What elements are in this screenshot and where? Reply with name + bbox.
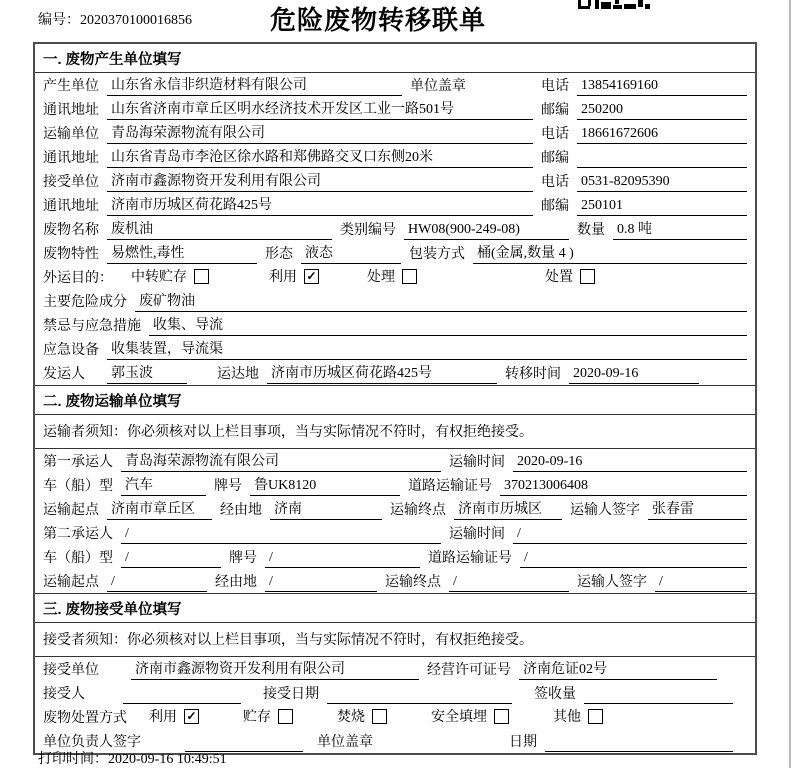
disposal-incineration-checkbox[interactable] <box>337 706 387 728</box>
category-code-label: 类别编号 <box>340 223 396 238</box>
disposal-storage-checkbox-box <box>278 709 293 724</box>
transporter-section-row <box>35 497 755 521</box>
transport-time-2-label: 运输时间 <box>449 527 505 542</box>
destination-field-text: 济南市历城区荷花路425号 <box>271 366 432 381</box>
producer-section-row <box>35 97 755 121</box>
transport-end-1-label: 运输终点 <box>390 503 446 518</box>
transport-phone-label: 电话 <box>541 127 569 142</box>
producer-unit-label: 产生单位 <box>43 79 99 94</box>
producer-section-row <box>35 169 755 193</box>
plate-number-1-field-text: 鲁UK8120 <box>254 478 317 493</box>
transport-origin-2-label: 运输起点 <box>43 575 99 590</box>
transport-end-2-field-text: / <box>453 574 457 589</box>
consignor-label: 发运人 <box>43 367 85 382</box>
vehicle-type-2-field-text: / <box>125 550 129 565</box>
transporter-section-row <box>35 473 755 497</box>
transport-address-label: 通讯地址 <box>43 151 99 166</box>
transporter-signature-2-label: 运输人签字 <box>577 575 647 590</box>
waste-name-label: 废物名称 <box>43 223 99 238</box>
form-state-field[interactable] <box>301 244 401 264</box>
quantity-label: 数量 <box>577 223 605 238</box>
main-hazard-component-label: 主要危险成分 <box>43 295 127 310</box>
date-label: 日期 <box>509 735 537 750</box>
packing-method-field-text: 桶(金属,数量 4 ) <box>477 246 574 261</box>
taboo-emergency-measures-label: 禁忌与应急措施 <box>43 319 141 334</box>
vehicle-type-1-field[interactable] <box>121 476 206 496</box>
transport-time-2-field[interactable] <box>513 524 747 544</box>
plate-number-1-field[interactable] <box>250 476 400 496</box>
transporter-signature-2-field[interactable] <box>655 572 747 592</box>
quantity-field[interactable] <box>613 220 747 240</box>
producer-section-row <box>35 289 755 313</box>
plate-number-2-field-text: / <box>269 550 273 565</box>
road-transport-cert-2-field[interactable] <box>520 548 747 568</box>
first-carrier-label: 第一承运人 <box>43 455 113 470</box>
unit-head-signature-label: 单位负责人签字 <box>43 735 141 750</box>
purpose-disposal-checkbox-label: 处置 <box>545 270 573 285</box>
transporter-section-header <box>35 385 755 415</box>
transport-unit-field-text: 青岛海荣源物流有限公司 <box>111 126 265 141</box>
receiving-unit-field-text: 济南市鑫源物资开发利用有限公司 <box>135 662 345 677</box>
print-time <box>38 748 227 768</box>
via-place-2-field-text: / <box>269 574 273 589</box>
receiver-unit-label: 接受单位 <box>43 175 99 190</box>
purpose-use-checkbox-label: 利用 <box>269 270 297 285</box>
disposal-incineration-checkbox-box <box>372 709 387 724</box>
purpose-disposal-checkbox[interactable] <box>545 266 595 288</box>
disposal-other-checkbox-label: 其他 <box>553 710 581 725</box>
receiver-postcode-field-text: 250101 <box>581 198 623 213</box>
producer-unit-field[interactable] <box>107 76 402 96</box>
second-carrier-field-text: / <box>125 526 129 541</box>
producer-phone-field[interactable] <box>577 76 747 96</box>
disposal-use-checkbox[interactable] <box>149 706 199 728</box>
transfer-date-label: 转移时间 <box>505 367 561 382</box>
vehicle-type-2-field[interactable] <box>121 548 221 568</box>
waste-name-field[interactable] <box>107 220 332 240</box>
print-time-label: 打印时间： <box>38 752 108 767</box>
producer-address-field-text: 山东省济南市章丘区明水经济技术开发区工业一路501号 <box>111 102 454 117</box>
transport-origin-1-field-text: 济南市章丘区 <box>111 502 195 517</box>
receiver-person-label: 接受人 <box>43 687 85 702</box>
emergency-equipment-field[interactable] <box>107 340 747 360</box>
print-time-value: 2020-09-16 10:49:51 <box>108 752 227 767</box>
disposal-storage-checkbox-label: 贮存 <box>243 710 271 725</box>
business-license-field[interactable] <box>519 660 717 680</box>
receiving-unit-label: 接受单位 <box>43 663 99 678</box>
transporter-signature-1-field[interactable] <box>648 500 747 520</box>
received-quantity-label: 签收量 <box>534 687 576 702</box>
taboo-emergency-measures-field[interactable] <box>149 316 747 336</box>
transport-phone-field[interactable] <box>577 124 747 144</box>
disposal-method-label: 废物处置方式 <box>43 711 127 726</box>
second-carrier-label: 第二承运人 <box>43 527 113 542</box>
purpose-use-checkbox-box: ✓ <box>304 269 319 284</box>
plate-number-1-label: 牌号 <box>214 479 242 494</box>
transport-time-1-label: 运输时间 <box>449 455 505 470</box>
receiver-section-title: 三. 废物接受单位填写 <box>43 602 182 618</box>
purpose-treatment-checkbox-label: 处理 <box>367 270 395 285</box>
transport-postcode-field[interactable] <box>577 148 747 168</box>
unit-seal-2-label: 单位盖章 <box>317 735 373 750</box>
purpose-transit-storage-checkbox-label: 中转贮存 <box>131 270 187 285</box>
transport-time-2-field-text: / <box>517 526 521 541</box>
disposal-landfill-checkbox[interactable] <box>431 706 509 728</box>
receive-date-field[interactable] <box>327 684 512 704</box>
packing-method-label: 包装方式 <box>409 247 465 262</box>
producer-section-row <box>35 337 755 361</box>
via-place-1-field[interactable] <box>270 500 382 520</box>
transport-end-2-field[interactable] <box>449 572 569 592</box>
waste-property-label: 废物特性 <box>43 247 99 262</box>
receiver-address-field-text: 济南市历城区荷花路425号 <box>111 198 272 213</box>
destination-label: 运达地 <box>217 367 259 382</box>
producer-postcode-field-text: 250200 <box>581 102 623 117</box>
transporter-signature-2-field-text: / <box>659 574 663 589</box>
receiver-section-notice-text: 接受者须知：你必须核对以上栏目事项，当与实际情况不符时，有权拒绝接受。 <box>43 633 533 648</box>
category-code-field[interactable] <box>404 220 569 240</box>
producer-postcode-field[interactable] <box>577 100 747 120</box>
via-place-2-field[interactable] <box>265 572 377 592</box>
transport-origin-1-field[interactable] <box>107 500 212 520</box>
receive-date-label: 接受日期 <box>263 687 319 702</box>
page-title: 危险废物转移联单 <box>269 6 486 35</box>
receiver-postcode-label: 邮编 <box>541 199 569 214</box>
purpose-use-checkbox[interactable] <box>269 266 319 288</box>
receiver-phone-field-text: 0531-82095390 <box>581 174 670 189</box>
producer-section-row <box>35 313 755 337</box>
transport-postcode-label: 邮编 <box>541 151 569 166</box>
road-transport-cert-2-label: 道路运输证号 <box>428 551 512 566</box>
vehicle-type-1-label: 车（船）型 <box>43 479 113 494</box>
receiver-section-header <box>35 593 755 623</box>
serial-label: 编号： <box>38 13 80 28</box>
quantity-field-text: 0.8 吨 <box>617 222 652 237</box>
purpose-transit-storage-checkbox-box <box>194 269 209 284</box>
plate-number-2-label: 牌号 <box>229 551 257 566</box>
transport-address-field-text: 山东省青岛市李沧区徐水路和郑佛路交叉口东侧20米 <box>111 150 433 165</box>
producer-section-header <box>35 44 755 73</box>
waste-property-field[interactable] <box>107 244 257 264</box>
packing-method-field[interactable] <box>473 244 747 264</box>
road-transport-cert-2-field-text: / <box>524 550 528 565</box>
receiver-section-row <box>35 681 755 705</box>
date-field[interactable] <box>545 732 733 752</box>
receiver-postcode-field[interactable] <box>577 196 747 216</box>
transporter-section-row <box>35 449 755 473</box>
transporter-section-row <box>35 569 755 593</box>
qr-code-fragment <box>578 0 650 9</box>
transport-time-1-field[interactable] <box>513 452 747 472</box>
receiver-section-row <box>35 705 755 729</box>
vehicle-type-1-field-text: 汽车 <box>125 478 153 493</box>
producer-section-row <box>35 265 755 289</box>
producer-section-title: 一. 废物产生单位填写 <box>43 52 182 68</box>
transfer-date-field-text: 2020-09-16 <box>573 366 639 381</box>
disposal-other-checkbox[interactable] <box>553 706 603 728</box>
producer-section-row <box>35 217 755 241</box>
transporter-signature-1-field-text: 张春雷 <box>652 502 694 517</box>
disposal-landfill-checkbox-label: 安全填埋 <box>431 710 487 725</box>
via-place-2-label: 经由地 <box>215 575 257 590</box>
transport-unit-field[interactable] <box>107 124 533 144</box>
transfer-date-field[interactable] <box>569 364 699 384</box>
disposal-landfill-checkbox-box <box>494 709 509 724</box>
via-place-1-field-text: 济南 <box>274 502 302 517</box>
destination-field[interactable] <box>267 364 497 384</box>
consignor-field-text: 郭玉波 <box>111 366 153 381</box>
manifest-form-table <box>33 42 757 755</box>
second-carrier-field[interactable] <box>121 524 441 544</box>
producer-postcode-label: 邮编 <box>541 103 569 118</box>
purpose-transit-storage-checkbox[interactable] <box>131 266 209 288</box>
purpose-treatment-checkbox-box <box>402 269 417 284</box>
waste-property-field-text: 易燃性,毒性 <box>111 246 185 261</box>
emergency-equipment-label: 应急设备 <box>43 343 99 358</box>
vehicle-type-2-label: 车（船）型 <box>43 551 113 566</box>
producer-address-label: 通讯地址 <box>43 103 99 118</box>
category-code-field-text: HW08(900-249-08) <box>408 222 520 237</box>
receiver-phone-label: 电话 <box>541 175 569 190</box>
business-license-field-text: 济南危证02号 <box>523 662 607 677</box>
receiver-phone-field[interactable] <box>577 172 747 192</box>
form-body <box>35 44 755 753</box>
road-transport-cert-1-field[interactable] <box>500 476 747 496</box>
receiver-unit-field[interactable] <box>107 172 533 192</box>
transport-end-2-label: 运输终点 <box>385 575 441 590</box>
form-state-label: 形态 <box>265 247 293 262</box>
receiver-address-label: 通讯地址 <box>43 199 99 214</box>
producer-address-field[interactable] <box>107 100 533 120</box>
producer-section-row <box>35 361 755 385</box>
transport-origin-1-label: 运输起点 <box>43 503 99 518</box>
producer-phone-field-text: 13854169160 <box>581 78 658 93</box>
producer-phone-label: 电话 <box>541 79 569 94</box>
transport-origin-2-field[interactable] <box>107 572 207 592</box>
first-carrier-field-text: 青岛海荣源物流有限公司 <box>125 454 279 469</box>
window-edge-divider <box>789 0 791 768</box>
receiver-unit-field-text: 济南市鑫源物资开发利用有限公司 <box>111 174 321 189</box>
taboo-emergency-measures-field-text: 收集、导流 <box>153 318 223 333</box>
road-transport-cert-1-field-text: 370213006408 <box>504 478 588 493</box>
transporter-section-row <box>35 521 755 545</box>
transport-time-1-field-text: 2020-09-16 <box>517 454 583 469</box>
transporter-signature-1-label: 运输人签字 <box>570 503 640 518</box>
receiving-unit-field[interactable] <box>131 660 419 680</box>
emergency-equipment-field-text: 收集装置，导流渠 <box>111 342 223 357</box>
transport-unit-label: 运输单位 <box>43 127 99 142</box>
form-state-field-text: 液态 <box>305 246 333 261</box>
main-hazard-component-field[interactable] <box>135 292 747 312</box>
disposal-other-checkbox-box <box>588 709 603 724</box>
transport-end-1-field-text: 济南市历城区 <box>458 502 542 517</box>
purpose-treatment-checkbox[interactable] <box>367 266 417 288</box>
receiver-person-field[interactable] <box>123 684 241 704</box>
producer-section-row <box>35 193 755 217</box>
disposal-storage-checkbox[interactable] <box>243 706 293 728</box>
producer-unit-field-text: 山东省永信非织造材料有限公司 <box>111 78 307 93</box>
producer-section-row <box>35 145 755 169</box>
receiver-address-field[interactable] <box>107 196 533 216</box>
unit-seal-label: 单位盖章 <box>410 79 466 94</box>
main-hazard-component-field-text: 废矿物油 <box>139 294 195 309</box>
receiver-section-notice <box>35 623 755 657</box>
transport-origin-2-field-text: / <box>111 574 115 589</box>
disposal-use-checkbox-label: 利用 <box>149 710 177 725</box>
purpose-disposal-checkbox-box <box>580 269 595 284</box>
transport-phone-field-text: 18661672606 <box>581 126 658 141</box>
serial-number: 2020370100016856 <box>80 13 192 28</box>
producer-section-row <box>35 121 755 145</box>
transport-end-1-field[interactable] <box>454 500 562 520</box>
received-quantity-field[interactable] <box>584 684 733 704</box>
transporter-section-title: 二. 废物运输单位填写 <box>43 394 182 410</box>
producer-section-row <box>35 73 755 97</box>
first-carrier-field[interactable] <box>121 452 441 472</box>
road-transport-cert-1-label: 道路运输证号 <box>408 479 492 494</box>
waste-name-field-text: 废机油 <box>111 222 153 237</box>
transport-address-field[interactable] <box>107 148 533 168</box>
consignor-field[interactable] <box>107 364 187 384</box>
transporter-section-row <box>35 545 755 569</box>
transporter-section-notice-text: 运输者须知：你必须核对以上栏目事项，当与实际情况不符时，有权拒绝接受。 <box>43 425 533 440</box>
plate-number-2-field[interactable] <box>265 548 420 568</box>
disposal-incineration-checkbox-label: 焚烧 <box>337 710 365 725</box>
transfer-purpose-label: 外运目的： <box>43 271 113 286</box>
transporter-section-notice <box>35 415 755 449</box>
disposal-use-checkbox-box: ✓ <box>184 709 199 724</box>
producer-section-row <box>35 241 755 265</box>
via-place-1-label: 经由地 <box>220 503 262 518</box>
receiver-section-row <box>35 657 755 681</box>
business-license-label: 经营许可证号 <box>427 663 511 678</box>
